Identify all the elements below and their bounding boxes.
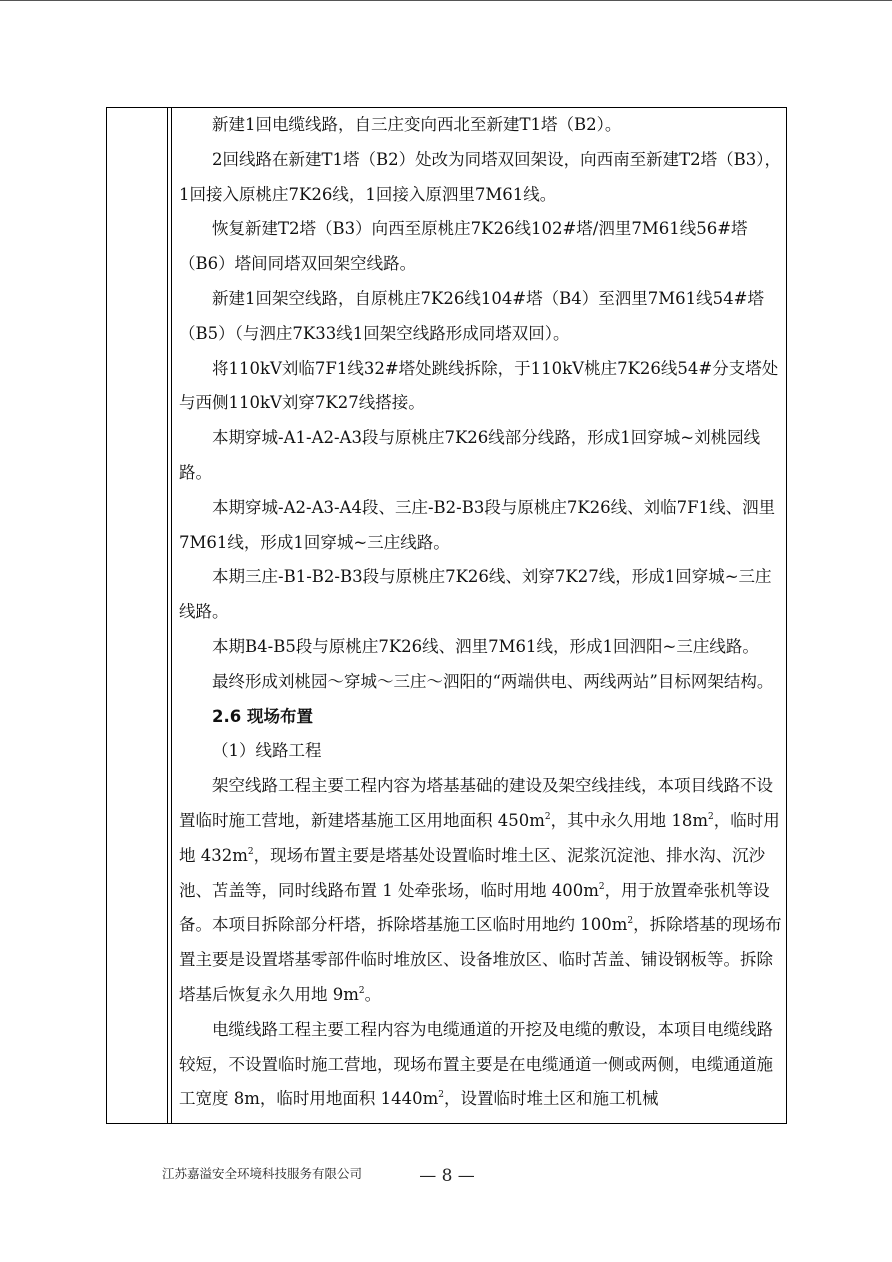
- paragraph-restore-tower: 恢复新建T2塔（B3）向西至原桃庄7K26线102#塔/泗里7M61线56#塔（B6）塔间同塔双回架空线路。: [179, 219, 748, 274]
- paragraph-new-cable-line: 新建1回电缆线路，自三庄变向西北至新建T1塔（B2）。: [212, 115, 622, 134]
- subsection-heading: （1）线路工程: [212, 741, 322, 761]
- paragraph-overhead-works: 架空线路工程主要工程内容为塔基基础的建设及架空线挂线，本项目线路不设置临时施工营地，新建塔基施工区用地面积 $450m^2$，其中永久用地 $18m^2$，临时用地 $432m^2$，现场布置主要是塔基处设置临时堆土区、泥浆沉淀池、排水沟、沉沙池、苫盖等，同时线路布置 1 处牵张场，临时用地 $400m^2$，用于放置牵张机等设备。本项目拆除部分杆塔，拆除塔基施工区临时用地约 $100m^2$，拆除塔基的现场布置主要是设置塔基零部件临时堆放区、设备堆放区、临时苫盖、铺设钢板等。拆除塔基后恢复永久用地 $9m^2$。: [179, 776, 782, 1004]
- table-content-cell: [179, 108, 783, 1117]
- paragraph-chuancheng-liutaoyuan: 本期穿城-A1-A2-A3段与原桃庄7K26线部分线路，形成1回穿城~刘桃园线路。: [179, 428, 761, 482]
- report-table-frame: [106, 107, 787, 1124]
- paragraph-siyang-sanzhuang: 本期B4-B5段与原桃庄7K26线、泗里7M61线，形成1回泗阳~三庄线路。: [212, 636, 759, 656]
- paragraph-chuancheng-sanzhuang-1: 本期穿城-A2-A3-A4段、三庄-B2-B3段与原桃庄7K26线、刘临7F1线、泗里7M61线，形成1回穿城~三庄线路。: [179, 497, 776, 552]
- footer-company-name: 江苏嘉溢安全环境科技服务有限公司: [162, 1166, 363, 1181]
- top-border-line: [0, 0, 892, 1]
- page-number: — 8 —: [419, 1166, 475, 1186]
- paragraph-jumper-removal: 将110kV刘临7F1线32#塔处跳线拆除，于110kV桃庄7K26线54#分支塔处与西侧110kV刘穿7K27线搭接。: [179, 358, 779, 413]
- paragraph-double-circuit: 2回线路在新建T1塔（B2）处改为同塔双回架设，向西南至新建T2塔（B3），1回接入原桃庄7K26线，1回接入原泗里7M61线。: [179, 149, 782, 204]
- table-left-column: [107, 108, 168, 1123]
- paragraph-chuancheng-sanzhuang-2: 本期三庄-B1-B2-B3段与原桃庄7K26线、刘穿7K27线，形成1回穿城~三庄线路。: [179, 567, 772, 622]
- paragraph-cable-works: 电缆线路工程主要工程内容为电缆通道的开挖及电缆的敷设，本项目电缆线路较短，不设置临时施工营地，现场布置主要是在电缆通道一侧或两侧，电缆通道施工宽度 8m，临时用地面积 $1440m^2$，设置临时堆土区和施工机械: [179, 1019, 773, 1109]
- paragraph-final-grid: 最终形成刘桃园～穿城～三庄～泗阳的“两端供电、两线两站”目标网架结构。: [212, 671, 774, 691]
- paragraph-new-overhead-line: 新建1回架空线路，自原桃庄7K26线104#塔（B4）至泗里7M61线54#塔（B5）（与泗庄7K33线1回架空线路形成同塔双回）。: [179, 288, 764, 343]
- table-narrow-column: [168, 108, 172, 1123]
- section-heading: 2.6 现场布置: [212, 706, 313, 726]
